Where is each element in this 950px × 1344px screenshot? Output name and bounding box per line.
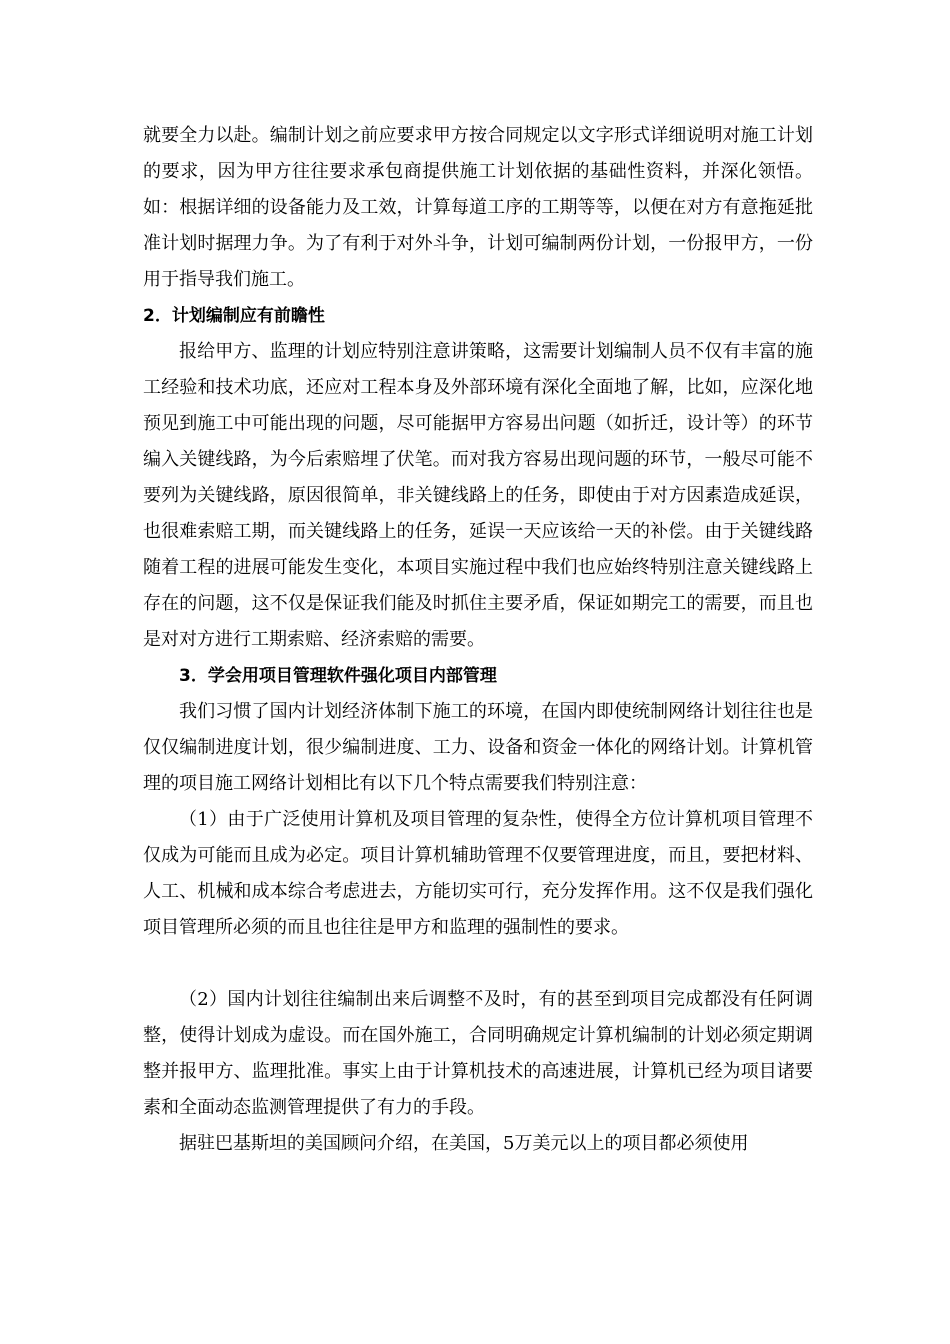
- paragraph-us-consultant: 据驻巴基斯坦的美国顾问介绍，在美国，5万美元以上的项目都必须使用: [179, 1133, 749, 1154]
- paragraph-domestic-planning: 我们习惯了国内计划经济体制下施工的环境，在国内即使统制网络计划往往也是仅仅编制进度计划，很少编制进度、工力、设备和资金一体化的网络计划。计算机管理的项目施工网络计划相比有以下几个特点需要我们特别注意：: [143, 701, 813, 794]
- paragraph-continuation: 就要全力以赴。编制计划之前应要求甲方按合同规定以文字形式详细说明对施工计划的要求，因为甲方往往要求承包商提供施工计划依据的基础性资料，并深化领悟。如：根据详细的设备能力及工效，计算每道工序的工期等等，以便在对方有意拖延批准计划时据理力争。为了有利于对外斗争，计划可编制两份计划，一份报甲方，一份用于指导我们施工。: [143, 125, 813, 290]
- paragraph-gap: [143, 946, 813, 982]
- document-body: [143, 118, 813, 1162]
- paragraph-point-2: （2）国内计划往往编制出来后调整不及时，有的甚至到项目完成都没有任阿调整，使得计划成为虚设。而在国外施工，合同明确规定计算机编制的计划必须定期调整并报甲方、监理批准。事实上由于计算机技术的高速进展，计算机已经为项目诸要素和全面动态监测管理提供了有力的手段。: [143, 989, 813, 1118]
- section-heading-2: 2．计划编制应有前瞻性: [143, 306, 325, 326]
- section-heading-3: 3．学会用项目管理软件强化项目内部管理: [179, 666, 497, 686]
- paragraph-strategy: 报给甲方、监理的计划应特别注意讲策略，这需要计划编制人员不仅有丰富的施工经验和技术功底，还应对工程本身及外部环境有深化全面地了解，比如，应深化地预见到施工中可能出现的问题，尽可能据甲方容易出问题（如折迁，设计等）的环节编入关键线路，为今后索赔埋了伏笔。而对我方容易出现问题的环节，一般尽可能不要列为关键线路，原因很简单，非关键线路上的任务，即使由于对方因素造成延误，也很难索赔工期，而关键线路上的任务，延误一天应该给一天的补偿。由于关键线路随着工程的进展可能发生变化，本项目实施过程中我们也应始终特别注意关键线路上存在的问题，这不仅是保证我们能及时抓住主要矛盾，保证如期完工的需要，而且也是对对方进行工期索赔、经济索赔的需要。: [143, 341, 813, 650]
- paragraph-point-1: （1）由于广泛使用计算机及项目管理的复杂性，使得全方位计算机项目管理不仅成为可能而且成为必定。项目计算机辅助管理不仅要管理进度，而且，要把材料、人工、机械和成本综合考虑进去，方能切实可行，充分发挥作用。这不仅是我们强化项目管理所必须的而且也往往是甲方和监理的强制性的要求。: [143, 809, 813, 938]
